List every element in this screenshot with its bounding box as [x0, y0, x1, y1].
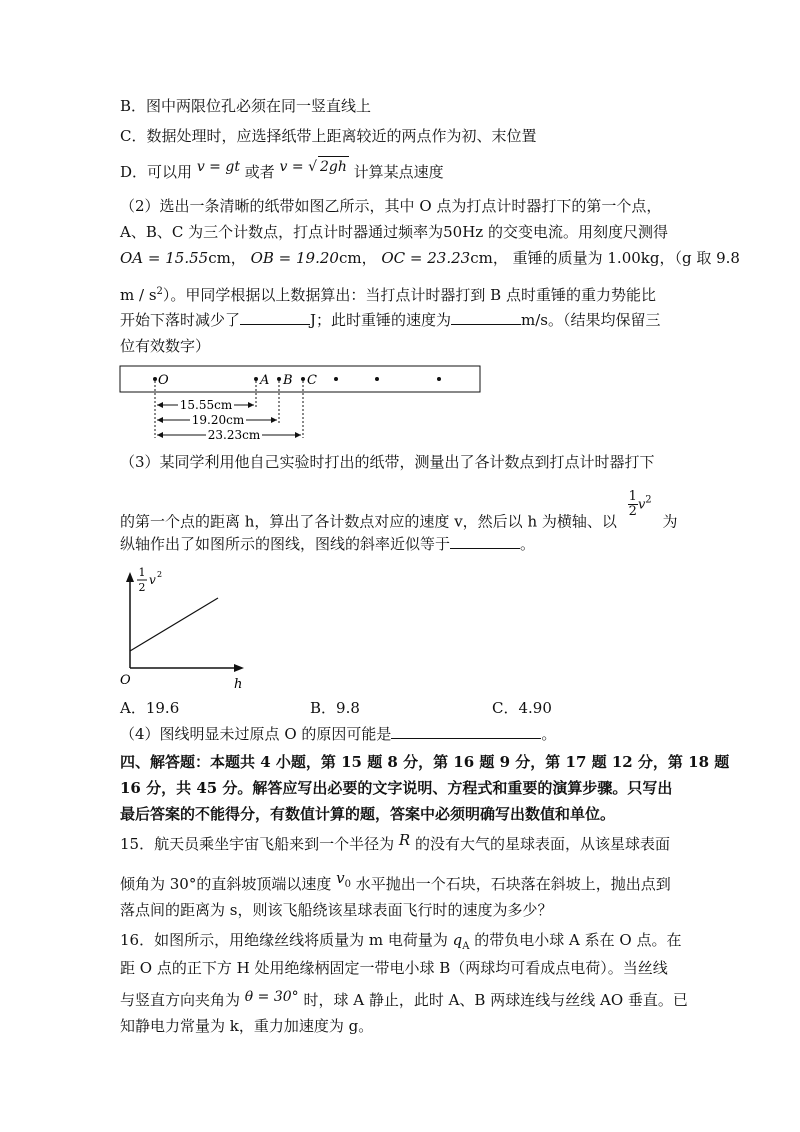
q15-v: v — [336, 869, 345, 887]
q16-line-4: 知静电力常量为 k，重力加速度为 g。 — [120, 1017, 374, 1035]
q2-line-4 — [120, 282, 656, 305]
q16-line-1-a: 16．如图所示，用绝缘丝线将质量为 m 电荷量为 — [120, 931, 448, 949]
formula-v-gt: v = gt — [196, 159, 240, 175]
q15-line-2 — [120, 869, 671, 901]
measure-oc: OC = 23.23 — [381, 249, 471, 267]
tape-label-o: O — [158, 373, 169, 388]
unit-cm-1: cm， — [208, 249, 246, 267]
q16-angle: θ = 30° — [244, 989, 299, 1005]
tape-dot-c — [301, 377, 305, 381]
option-c: C．数据处理时，应选择纸带上距离较近的两点作为初、末位置 — [120, 127, 537, 145]
graph-y-num: 1 — [138, 566, 146, 579]
tape-dot-4 — [334, 377, 338, 381]
answer-blank-energy[interactable] — [240, 310, 310, 325]
q15-line-1-a: 15．航天员乘坐宇宙飞船来到一个半径为 — [120, 835, 395, 853]
graph-figure — [112, 560, 262, 695]
q3-line-3-b: 。 — [520, 535, 536, 553]
q15-line-1 — [120, 831, 670, 854]
section-4-line-2: 16 分，共 45 分。解答应写出必要的文字说明、方程式和重要的演算步骤。只写出 — [120, 779, 673, 797]
tape-dot-o — [153, 377, 157, 381]
graph-x-arrow — [234, 664, 244, 672]
answer-blank-slope[interactable] — [450, 534, 520, 549]
graph-origin-label: O — [120, 673, 131, 688]
q15-velocity — [336, 869, 351, 890]
choice-c: C．4.90 — [492, 699, 552, 717]
q16-q-sub: A — [462, 941, 470, 952]
option-d-suffix: 计算某点速度 — [353, 163, 444, 181]
q3-line-3 — [120, 534, 535, 554]
dim-label-ob: 19.20cm — [191, 413, 245, 427]
half-num: 1 — [628, 489, 637, 504]
q2-line-6: 位有效数字） — [120, 337, 211, 355]
q2-line-5-c: m/s。（结果均保留三 — [521, 311, 661, 329]
formula-radicand: 2gh — [318, 156, 349, 177]
q15-line-3: 落点间的距离为 s，则该飞船绕该星球表面飞行时的速度为多少？ — [120, 901, 553, 919]
dim-label-oc: 23.23cm — [207, 428, 261, 442]
graph-line — [130, 598, 218, 651]
q3-line-1: （3）某同学利用他自己实验时打出的纸带，测量出了各计数点到打点计时器打下 — [120, 453, 655, 471]
tape-label-c: C — [307, 373, 317, 388]
graph-y-den: 2 — [138, 581, 146, 594]
choice-a: A．19.6 — [120, 699, 180, 717]
section-4-line-1: 四、解答题：本题共 4 小题，第 15 题 8 分，第 16 题 9 分，第 17 题 12 分，第 18 题 — [120, 753, 730, 771]
paper-tape-figure — [118, 362, 488, 444]
q2-line-1: （2）选出一条清晰的纸带如图乙所示，其中 O 点为打点计时器打下的第一个点， — [120, 197, 662, 215]
q15-line-2-a: 倾角为 30°的直斜坡顶端以速度 — [120, 875, 332, 893]
q2-line-2: A、B、C 为三个计数点，打点计时器通过频率为50Hz 的交变电流。用刻度尺测得 — [120, 223, 668, 241]
graph-y-v: v — [149, 573, 156, 587]
half-v-squared — [628, 490, 652, 519]
graph-y-exp: 2 — [157, 570, 163, 579]
mass-info: 重锤的质量为 1.00kg，（g 取 9.8 — [512, 249, 740, 267]
q2-line-4-text: ）。甲同学根据以上数据算出：当打点计时器打到 B 点时重锤的重力势能比 — [162, 286, 656, 304]
tape-dot-6 — [437, 377, 441, 381]
q15-radius: R — [398, 831, 411, 849]
tape-dot-b — [277, 377, 281, 381]
q3-line-2-b: 为 — [662, 512, 678, 531]
q15-line-2-b: 水平抛出一个石块，石块落在斜坡上，抛出点到 — [355, 875, 671, 893]
q3-line-2-a: 的第一个点的距离 h，算出了各计数点对应的速度 v，然后以 h 为横轴、以 — [120, 512, 617, 531]
section-4-line-3: 最后答案的不能得分，有数值计算的题，答案中必须明确写出数值和单位。 — [120, 805, 616, 823]
q15-v-sub: 0 — [344, 879, 351, 890]
q16-line-3 — [120, 990, 688, 1011]
q16-charge — [452, 931, 470, 952]
q4-text: （4）图线明显未过原点 O 的原因可能是 — [120, 725, 392, 743]
tape-label-b: B — [283, 373, 293, 388]
option-d — [120, 159, 444, 183]
graph-x-label: h — [234, 677, 243, 692]
half-den: 2 — [628, 504, 637, 519]
half-v: v — [637, 497, 646, 513]
q3-line-2 — [120, 489, 678, 537]
dim-label-oa: 15.55cm — [179, 398, 233, 412]
unit-ms2-exp: 2 — [156, 286, 163, 297]
q4-end: 。 — [541, 725, 557, 743]
half-v-exp: 2 — [645, 494, 652, 506]
unit-cm-3: cm， — [470, 249, 508, 267]
option-b: B．图中两限位孔必须在同一竖直线上 — [120, 97, 372, 115]
q16-line-3-b: 时，球 A 静止，此时 A、B 两球连线与丝线 AO 垂直。已 — [303, 991, 688, 1009]
option-d-or: 或者 — [244, 163, 275, 181]
q16-line-2: 距 O 点的正下方 H 处用绝缘柄固定一带电小球 B（两球均可看成点电荷）。当丝线 — [120, 959, 668, 977]
graph-y-arrow — [126, 572, 134, 582]
unit-cm-2: cm， — [338, 249, 377, 267]
tape-label-a: A — [260, 373, 270, 388]
q2-line-3 — [120, 248, 740, 268]
q15-line-1-b: 的没有大气的星球表面，从该星球表面 — [414, 835, 670, 853]
q2-line-5-b: J；此时重锤的速度为 — [310, 311, 452, 329]
answer-blank-velocity[interactable] — [451, 310, 521, 325]
q16-line-1-b: 的带负电小球 A 系在 O 点。在 — [474, 931, 682, 949]
formula-v-sqrt: v = √ 2gh — [280, 159, 349, 175]
measure-ob: OB = 19.20 — [250, 249, 339, 267]
choice-b: B．9.8 — [310, 699, 360, 717]
q2-line-5 — [120, 310, 661, 330]
q3-line-3-a: 纵轴作出了如图所示的图线，图线的斜率近似等于 — [120, 535, 451, 553]
unit-ms2: m / s — [120, 286, 157, 304]
tape-outline — [120, 366, 480, 392]
tape-dot-a — [254, 377, 258, 381]
q2-line-5-a: 开始下落时减少了 — [120, 311, 241, 329]
formula-v-lhs: v = — [279, 159, 309, 175]
q4-line — [120, 724, 556, 744]
q16-line-1 — [120, 930, 681, 957]
q16-q: q — [452, 931, 463, 949]
tape-dot-5 — [375, 377, 379, 381]
q16-line-3-a: 与竖直方向夹角为 — [120, 991, 241, 1009]
measure-oa: OA = 15.55 — [120, 249, 209, 267]
option-d-prefix: D．可以用 — [120, 163, 193, 181]
answer-blank-reason[interactable] — [391, 724, 541, 739]
